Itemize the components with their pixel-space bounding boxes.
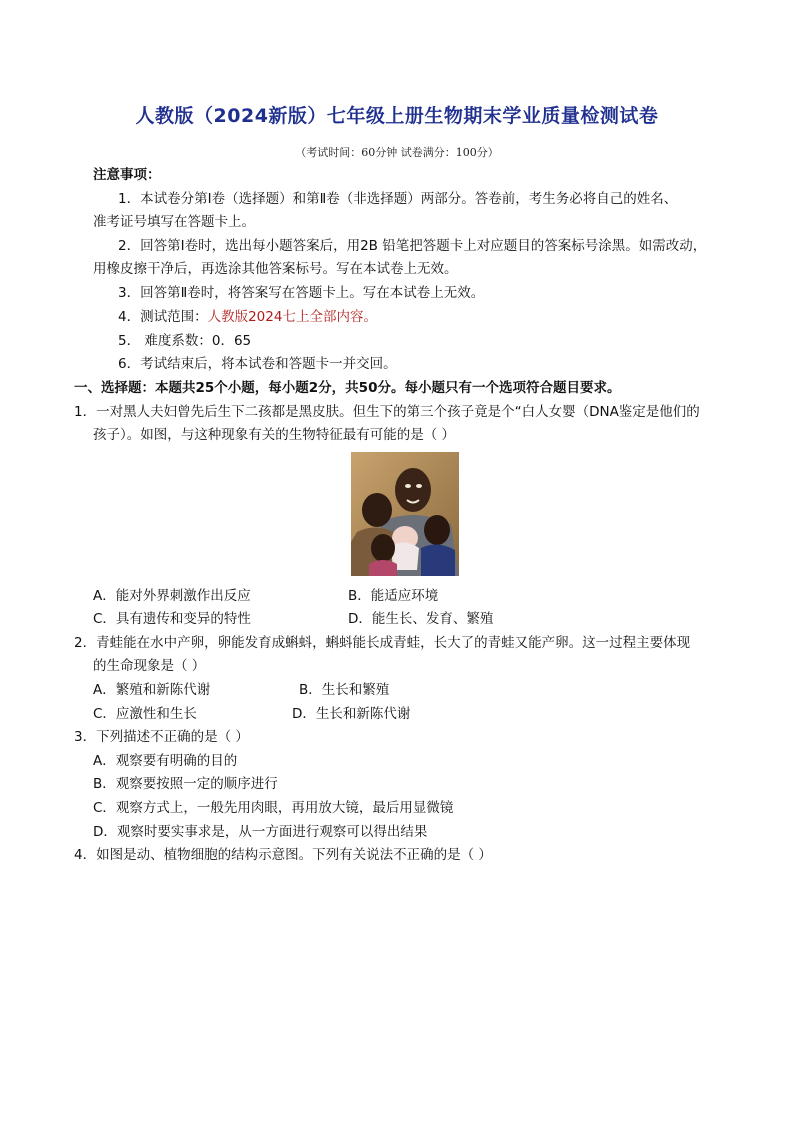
note-2-line-2: 用橡皮擦干净后，再选涂其他答案标号。写在本试卷上无效。 xyxy=(93,261,458,277)
note-6: 6．考试结束后，将本试卷和答题卡一并交回。 xyxy=(118,356,397,372)
q3-option-d: D．观察时要实事求是，从一方面进行观察可以得出结果 xyxy=(93,824,428,840)
note-4-prefix: 4．测试范围： xyxy=(118,309,208,325)
note-4 xyxy=(118,307,377,327)
q1-option-a: A．能对外界刺激作出反应 xyxy=(93,588,251,604)
note-2-line-1: 2．回答第Ⅰ卷时，选出每小题答案后，用2B 铅笔把答题卡上对应题目的答案标号涂黑。如需改动， xyxy=(118,238,707,254)
q2-line-2: 的生命现象是（ ） xyxy=(93,658,206,674)
q2-option-a: A．繁殖和新陈代谢 xyxy=(93,682,211,698)
note-1-line-1: 1．本试卷分第Ⅰ卷（选择题）和第Ⅱ卷（非选择题）两部分。答卷前，考生务必将自己的姓名、 xyxy=(118,191,678,207)
q1-line-1: 1．一对黑人夫妇曾先后生下二孩都是黑皮肤。但生下的第三个孩子竟是个“白人女婴（DNA鉴定是他们的 xyxy=(74,404,700,420)
q2-line-1: 2．青蛙能在水中产卵，卵能发育成蝌蚪，蝌蚪能长成青蛙，长大了的青蛙又能产卵。这一过程主要体现 xyxy=(74,635,691,651)
section-1-heading: 一、选择题：本题共25个小题，每小题2分，共50分。每小题只有一个选项符合题目要求。 xyxy=(74,380,621,396)
q1-option-b: B．能适应环境 xyxy=(348,588,439,604)
notes-heading: 注意事项： xyxy=(93,167,161,183)
q4-line-1: 4．如图是动、植物细胞的结构示意图。下列有关说法不正确的是（ ） xyxy=(74,847,492,863)
q3-option-b: B．观察要按照一定的顺序进行 xyxy=(93,776,278,792)
q2-option-b: B．生长和繁殖 xyxy=(299,682,390,698)
note-5: 5． 难度系数：0．65 xyxy=(118,333,252,349)
q1-option-d: D．能生长、发育、繁殖 xyxy=(348,611,494,627)
note-1-line-2: 准考证号填写在答题卡上。 xyxy=(93,214,255,230)
q1-option-c: C．具有遗传和变异的特性 xyxy=(93,611,251,627)
q3-option-a: A．观察要有明确的目的 xyxy=(93,753,238,769)
q2-option-c: C．应激性和生长 xyxy=(93,706,197,722)
exam-info: （考试时间：60分钟 试卷满分：100分） xyxy=(295,146,499,159)
note-4-scope: 人教版2024七上全部内容。 xyxy=(207,309,377,325)
note-3: 3．回答第Ⅱ卷时，将答案写在答题卡上。写在本试卷上无效。 xyxy=(118,285,485,301)
q3-line-1: 3．下列描述不正确的是（ ） xyxy=(74,729,249,745)
q1-line-2: 孩子）。如图，与这种现象有关的生物特征最有可能的是（ ） xyxy=(93,427,456,443)
page-title: 人教版（2024新版）七年级上册生物期末学业质量检测试卷 xyxy=(135,105,659,127)
family-photo xyxy=(351,452,459,576)
q3-option-c: C．观察方式上，一般先用肉眼，再用放大镜，最后用显微镜 xyxy=(93,800,454,816)
q2-option-d: D．生长和新陈代谢 xyxy=(292,706,411,722)
